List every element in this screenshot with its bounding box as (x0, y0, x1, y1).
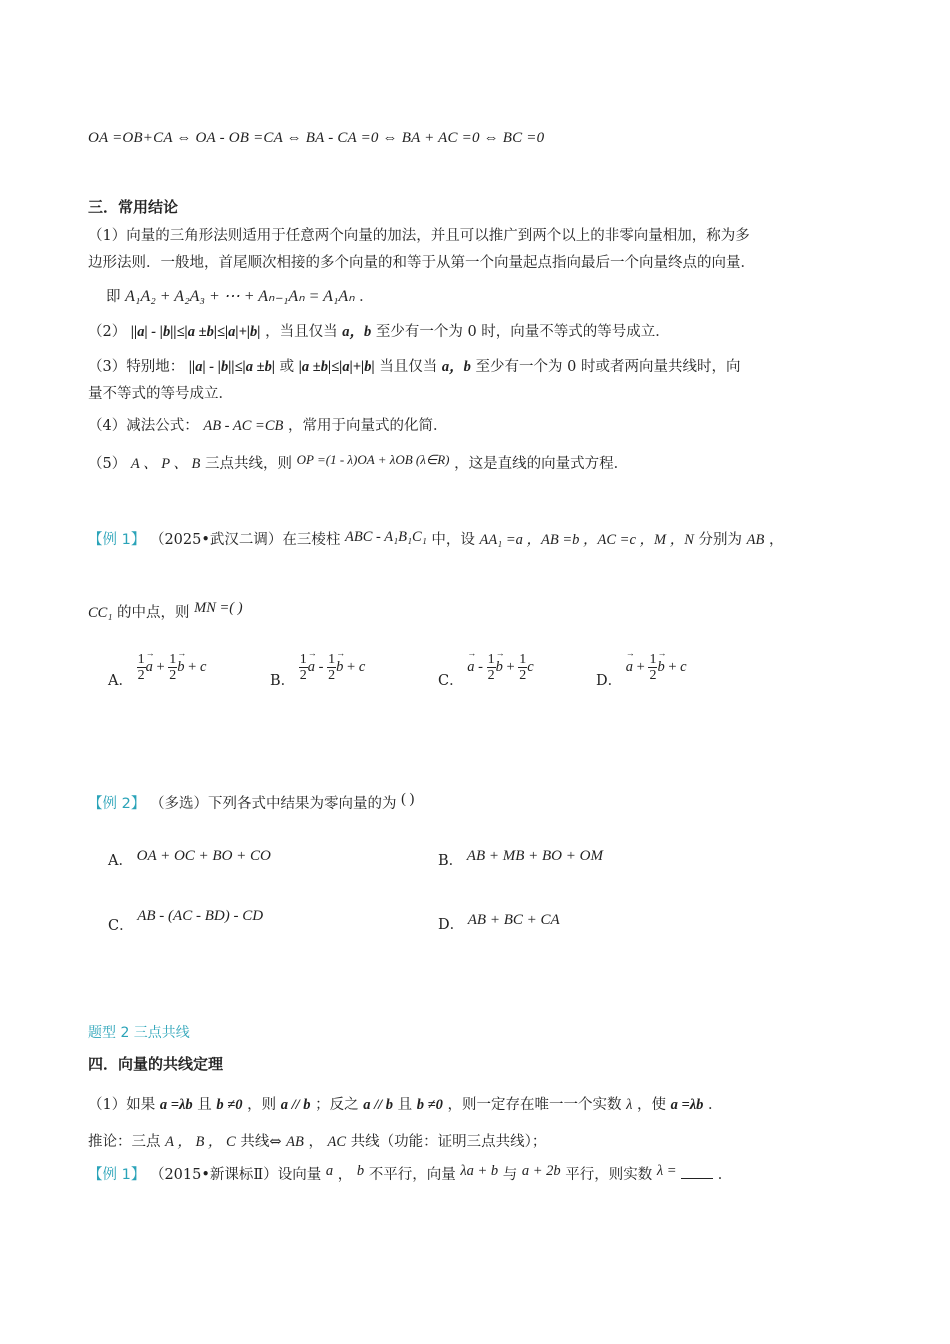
s3-item3-suffix: 至少有一个为 0 时或者两向量共线时，向 (475, 359, 741, 375)
example1-defs: AA₁ =a ，AB =b ，AC =c ，M ，N (479, 532, 694, 548)
s3-item3-line2: 量不等式的等号成立． (88, 386, 233, 402)
s3-item5 (88, 452, 628, 473)
example2-option-b[interactable] (438, 848, 603, 870)
s4-ex-f1: λa + b (460, 1163, 499, 1179)
cor-points: A ， B ， C (165, 1134, 236, 1150)
s4-ex-a: a (325, 1163, 334, 1179)
s4-make: ，使 (636, 1097, 666, 1113)
s4-ex-with: 与 (502, 1167, 518, 1183)
cor-suffix: 共线（功能：证明三点共线）； (350, 1134, 547, 1150)
s3-item3-or: 或 (279, 359, 295, 375)
example2-line (88, 791, 414, 813)
vec-a: → a (146, 659, 153, 676)
option-expr: AB - (AC - BD) - CD (137, 908, 264, 924)
s4-item1-prefix: （1）如果 (88, 1097, 156, 1113)
vec-a: → a (467, 659, 474, 676)
s4-item1 (88, 1093, 723, 1114)
example1-cc1: CC₁ (88, 605, 113, 621)
s3-item5-formula: OP =(1 - λ)OA + λOB (λ∈R) (296, 452, 450, 467)
cor-prefix: 推论：三点 (88, 1134, 161, 1150)
s4-f6: a =λb (670, 1097, 704, 1113)
example1-option-d[interactable]: D． → a + $\frac{1}{2}$ → b + c (596, 652, 687, 690)
s3-item3-prefix: （3）特别地： (88, 359, 185, 375)
s3-item1-line3 (106, 285, 374, 306)
s3-item4-formula: AB - AC =CB (203, 418, 284, 434)
s4-f4: a // b (363, 1097, 394, 1113)
s4-end: ． (708, 1097, 723, 1113)
s4-example1-tag: 【例 1】 (88, 1167, 146, 1183)
option-label: A． (108, 853, 133, 869)
s3-item5-prefix: （5） (88, 456, 127, 472)
example1-line2-text: 的中点，则 (117, 605, 190, 621)
example1-tag: 【例 1】 (88, 532, 146, 548)
s3-item4-prefix: （4）减法公式： (88, 418, 199, 434)
s4-f5: b ≠0 (416, 1097, 443, 1113)
s3-item5-points: A 、 P 、 B (130, 456, 201, 472)
option-label: D． (438, 917, 465, 933)
s3-item2-prefix: （2） (88, 324, 127, 340)
s4-ex-f2: a + 2b (521, 1163, 561, 1179)
example1-line1 (88, 528, 783, 549)
s3-item2 (88, 320, 670, 341)
option-expr: AB + BC + CA (467, 912, 560, 928)
example1-mn-formula: MN =( ) (194, 600, 243, 616)
s4-lambda: λ (626, 1097, 633, 1113)
s4-ex-text1: （2015•新课标Ⅱ）设向量 (149, 1167, 322, 1183)
fraction-half: $\frac{1}{2}$ (487, 652, 495, 683)
vec-c: c (358, 658, 366, 675)
s3-item1-formula: A₁A₂ + A₂A₃ + ⋯ + Aₙ₋₁Aₙ = A₁Aₙ (125, 288, 355, 305)
s3-item3-ab: a，b (441, 359, 471, 375)
example2-paren: ( ) (401, 791, 415, 807)
example1-comma: ， (768, 532, 784, 548)
vec-b: → b (496, 659, 503, 676)
s3-item2-formula: ||a| - |b||≤|a ±b|≤|a|+|b| (130, 324, 261, 340)
fraction-half: $\frac{1}{2}$ (328, 652, 336, 683)
option-label: D． (596, 672, 623, 689)
s3-item2-suffix: 至少有一个为 0 时，向量不等式的等号成立． (375, 324, 670, 340)
s3-item3-formula2: |a ±b|≤|a|+|b| (298, 359, 375, 375)
s4-ex-b: b (356, 1163, 365, 1179)
fraction-half: $\frac{1}{2}$ (299, 652, 307, 683)
option-label: B． (270, 672, 296, 689)
s4-f3: a // b (280, 1097, 311, 1113)
s3-item4 (88, 414, 447, 435)
section3-title: 三．常用结论 (88, 198, 179, 216)
example2-option-c[interactable] (108, 908, 263, 935)
example1-prism: ABC - A₁B₁C₁ (345, 529, 427, 545)
s3-item5-suffix: ，这是直线的向量式方程． (454, 456, 629, 472)
fraction-half: $\frac{1}{2}$ (519, 652, 527, 683)
cor-comma: ， (308, 1134, 323, 1150)
s4-ex-lambda: λ = (656, 1163, 677, 1179)
cor-ab: AB (286, 1134, 304, 1150)
example1-source: （2025•武汉二调）在三棱柱 (149, 532, 341, 548)
example1-mid: 中，设 (431, 532, 475, 548)
top-formula: OA =OB+CA ⇔ OA - OB =CA ⇔ BA - CA =0 ⇔ BA + AC =0 ⇔ BC =0 (88, 130, 545, 146)
example1-option-c[interactable]: C． → a - $\frac{1}{2}$ → b + $\frac{1}{2}$ c (438, 652, 534, 690)
example1-option-a[interactable]: A． $\frac{1}{2}$ → a + $\frac{1}{2}$ → b + c (108, 652, 206, 690)
s4-ex-end: ． (717, 1167, 733, 1183)
example1-line2 (88, 600, 243, 622)
s4-example1 (88, 1163, 732, 1184)
fraction-half: $\frac{1}{2}$ (649, 652, 657, 683)
fraction-half: $\frac{1}{2}$ (137, 652, 145, 683)
s4-and2: 且 (397, 1097, 413, 1113)
vec-b: → b (336, 659, 343, 676)
s3-item1-end: ． (359, 289, 374, 305)
example1-ab: AB (746, 532, 765, 548)
example2-text: （多选）下列各式中结果为零向量的为 (149, 796, 397, 812)
example1-tail: 分别为 (698, 532, 742, 548)
option-expr: OA + OC + BO + CO (136, 848, 271, 864)
s4-suffix: ，则一定存在唯一一个实数 (447, 1097, 622, 1113)
vec-a: → a (308, 659, 315, 676)
vec-b: → b (177, 659, 184, 676)
type2-title: 题型 2 三点共线 (88, 1025, 190, 1041)
section4-title: 四．向量的共线定理 (88, 1055, 224, 1073)
s3-item1-line2: 边形法则．一般地，首尾顺次相接的多个向量的和等于从第一个向量起点指向最后一个向量终点的向量． (88, 255, 755, 271)
s4-and: 且 (197, 1097, 212, 1113)
s4-ex-comma: ， (337, 1167, 353, 1183)
example1-option-b[interactable]: B． $\frac{1}{2}$ → a - $\frac{1}{2}$ → b + c (270, 652, 365, 690)
s4-corollary (88, 1130, 546, 1151)
vec-a: → a (626, 659, 633, 676)
example2-tag: 【例 2】 (88, 796, 146, 812)
option-label: A． (108, 672, 133, 689)
vec-c: c (527, 658, 534, 675)
s4-rev: ；反之 (315, 1097, 359, 1113)
s3-item3 (88, 355, 740, 376)
s4-ex-text3: 平行，则实数 (565, 1167, 653, 1183)
s3-item4-suffix: ，常用于向量式的化简． (287, 418, 448, 434)
vec-c: c (680, 658, 687, 675)
s3-item3-formula1: ||a| - |b||≤|a ±b| (188, 359, 276, 375)
fraction-half: $\frac{1}{2}$ (169, 652, 177, 683)
option-label: B． (438, 853, 464, 869)
s4-ex-text2: 不平行，向量 (368, 1167, 456, 1183)
option-label: C． (108, 918, 134, 934)
cor-mid: 共线⇔ (240, 1134, 282, 1150)
s3-item2-ab: a，b (342, 324, 372, 340)
s4-then: ，则 (247, 1097, 277, 1113)
cor-ac: AC (327, 1134, 347, 1150)
vec-b: → b (657, 659, 664, 676)
vec-c: c (199, 658, 207, 675)
example2-option-a[interactable] (108, 848, 271, 870)
s3-item3-mid: 当且仅当 (379, 359, 438, 375)
option-expr: AB + MB + BO + OM (466, 848, 603, 864)
s4-f2: b ≠0 (216, 1097, 243, 1113)
s3-item1-line1: （1）向量的三角形法则适用于任意两个向量的加法，并且可以推广到两个以上的非零向量相加，称为多 (88, 228, 750, 244)
option-label: C． (438, 672, 464, 689)
s4-f1: a =λb (159, 1097, 193, 1113)
s3-item5-mid: 三点共线，则 (205, 456, 293, 472)
s3-item1-prefix: 即 (106, 289, 121, 305)
example2-option-d[interactable] (438, 912, 560, 934)
s3-item2-mid: ，当且仅当 (265, 324, 338, 340)
answer-blank[interactable] (681, 1178, 713, 1179)
